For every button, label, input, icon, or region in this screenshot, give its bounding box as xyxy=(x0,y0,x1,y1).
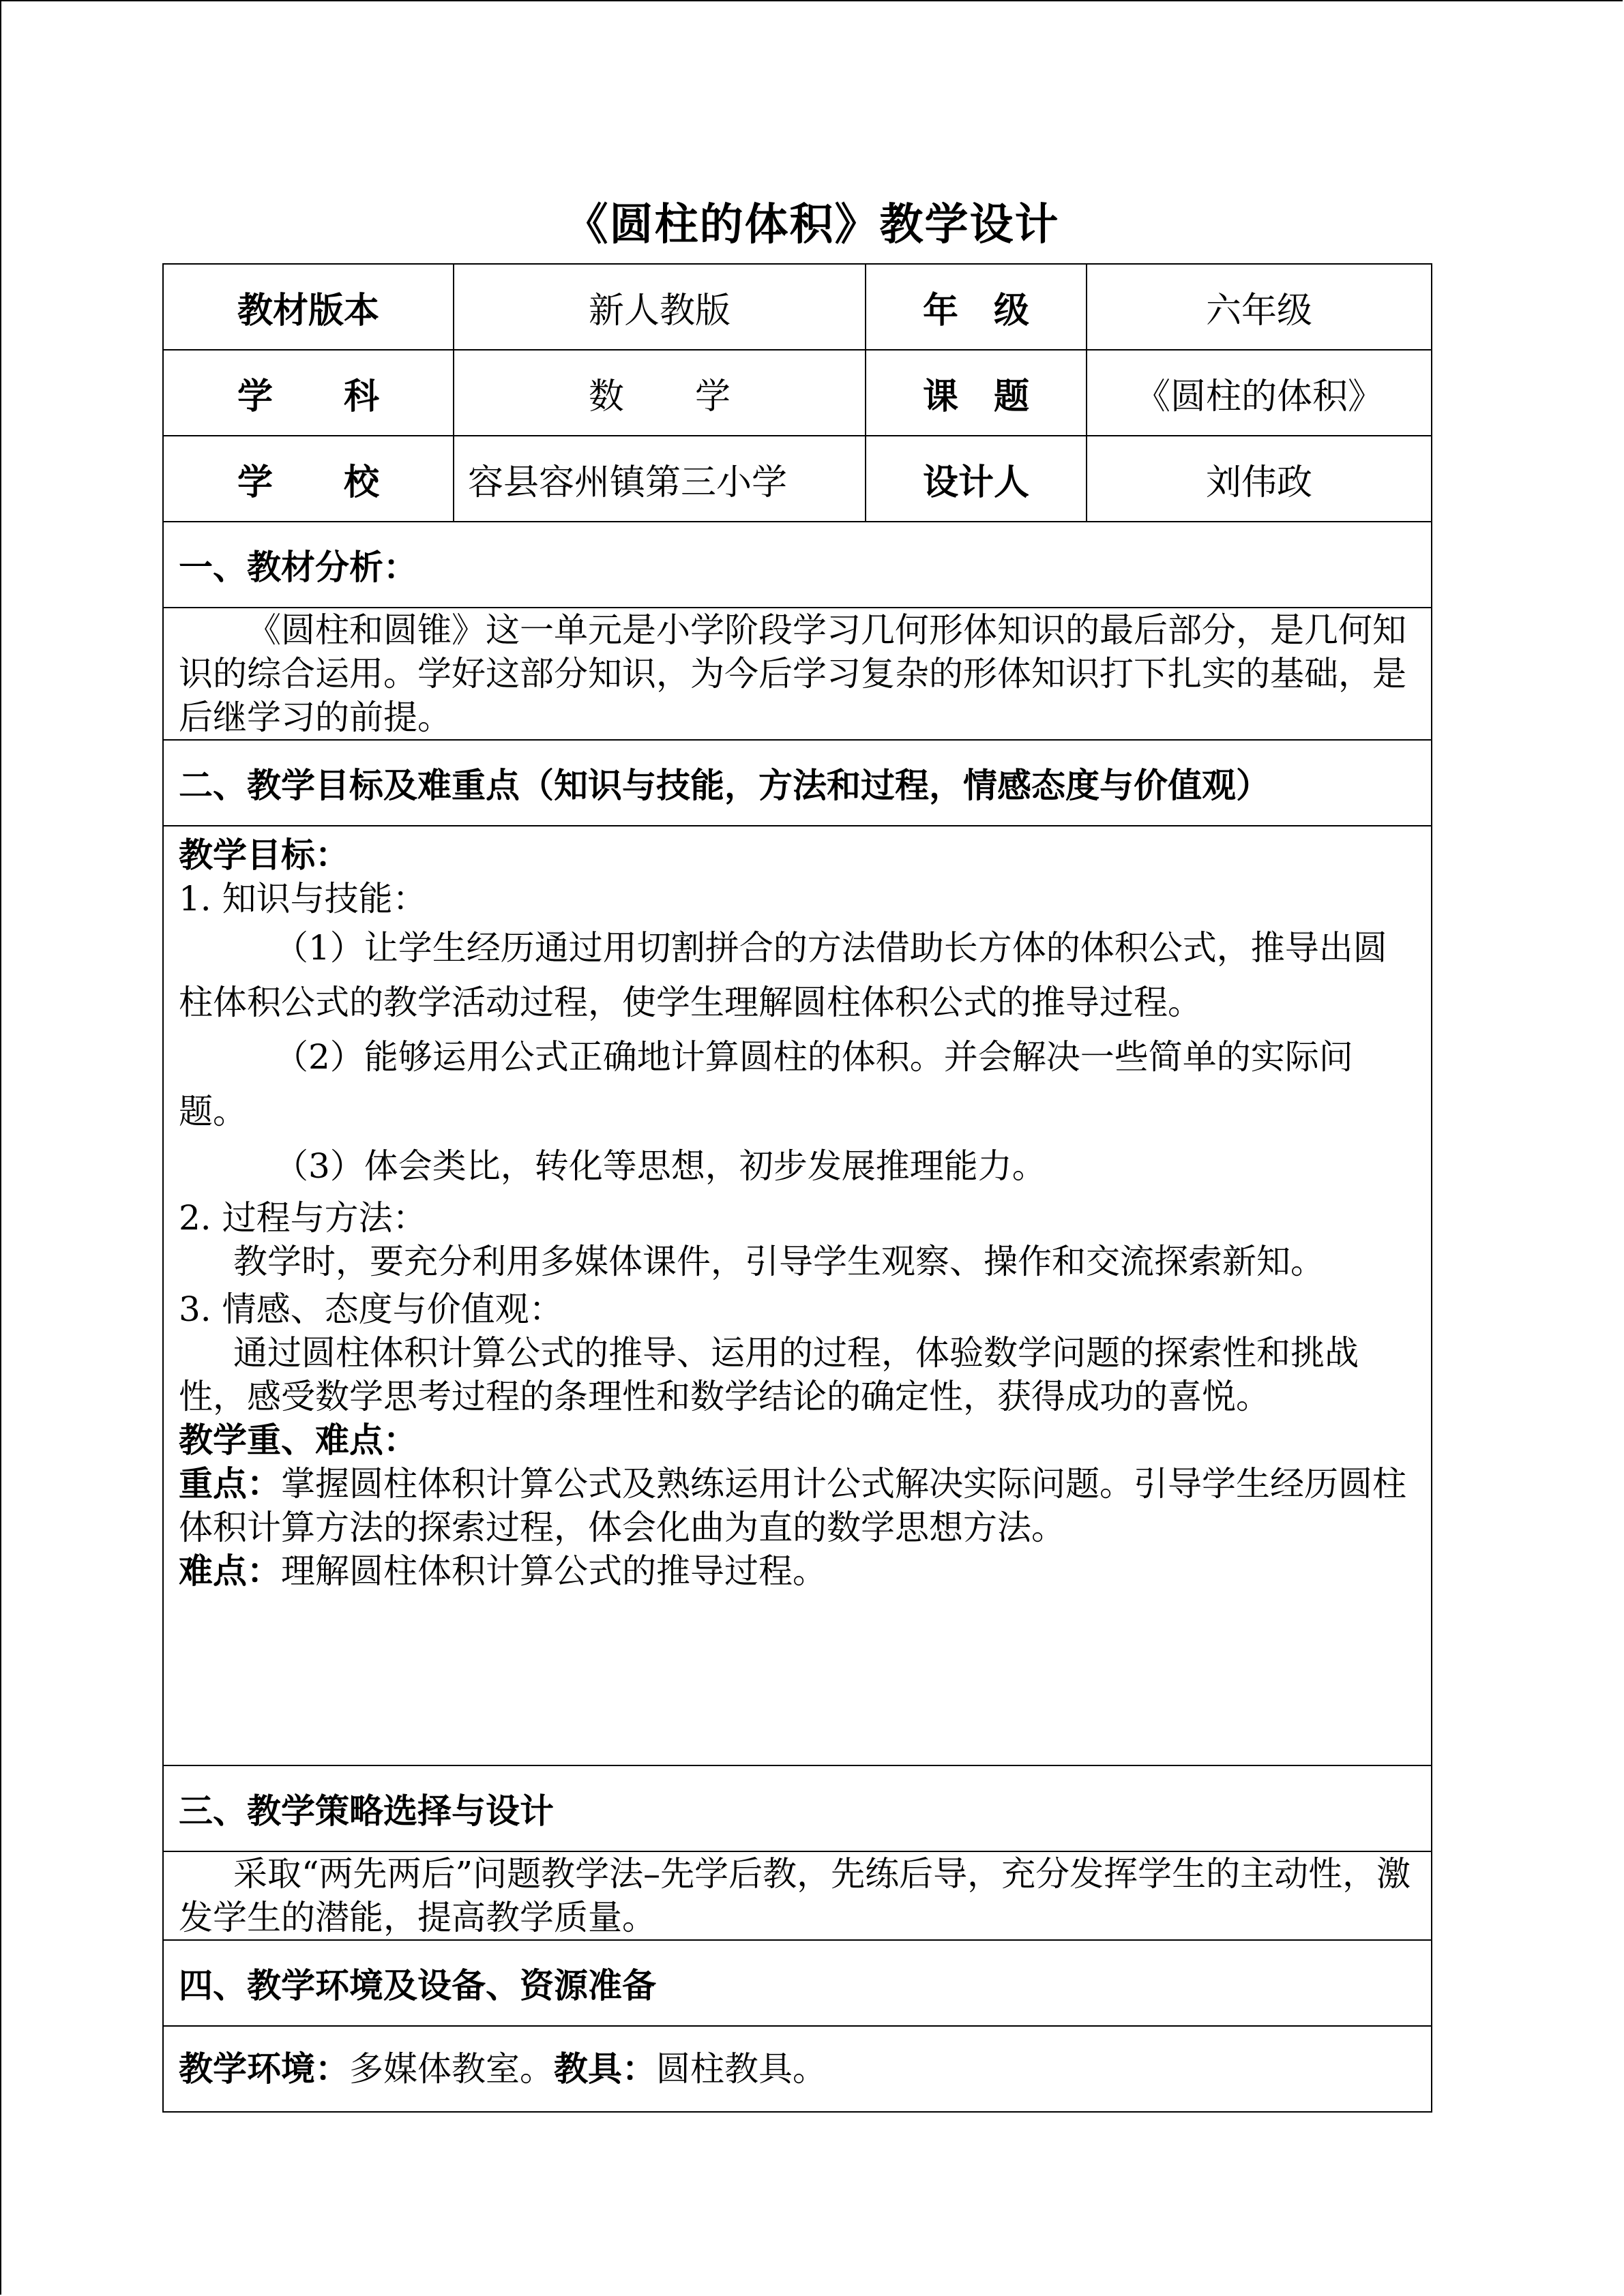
section2-heading-row xyxy=(163,740,1432,826)
section4-body-row xyxy=(163,2026,1432,2112)
info-row-textbook xyxy=(163,264,1432,350)
section2-heading: 二、教学目标及难重点（知识与技能，方法和过程，情感态度与价值观） xyxy=(163,740,1432,826)
k3-title: 3. 情感、态度与价值观： xyxy=(179,1289,563,1329)
grade-label: 年 级 xyxy=(866,264,1087,350)
focus-text: 掌握圆柱体积计算公式及熟练运用计公式解决实际问题。引导学生经历圆柱体积计算方法的探索过程，体会化曲为直的数学思想方法。 xyxy=(179,1464,1406,1547)
environment-paragraph xyxy=(179,2047,1416,2091)
section3-heading-row xyxy=(163,1765,1432,1851)
k1-title: 1. 知识与技能： xyxy=(179,879,427,919)
section1-body: 《圆柱和圆锥》这一单元是小学阶段学习几何形体知识的最后部分，是几何知识的综合运用。学好这部分知识，为今后学习复杂的形体知识打下扎实的基础，是后继学习的前提。 xyxy=(179,610,1406,737)
section2-body-row xyxy=(163,826,1432,1765)
focus-paragraph xyxy=(179,1462,1416,1549)
key-points-label: 教学重、难点： xyxy=(179,1420,417,1460)
difficulty-label: 难点： xyxy=(179,1551,281,1591)
textbook-label: 教材版本 xyxy=(163,264,454,350)
section3-heading: 三、教学策略选择与设计 xyxy=(163,1765,1432,1851)
env-label: 教学环境： xyxy=(179,2048,349,2089)
goals-label: 教学目标： xyxy=(179,835,349,875)
k2-body: 教学时，要充分利用多媒体课件，引导学生观察、操作和交流探索新知。 xyxy=(233,1242,1325,1281)
info-row-school xyxy=(163,436,1432,522)
k3-body: 通过圆柱体积计算公式的推导、运用的过程，体验数学问题的探索性和挑战性，感受数学思考过程的条理性和数学结论的确定性，获得成功的喜悦。 xyxy=(179,1333,1359,1416)
topic-value: 《圆柱的体积》 xyxy=(1087,350,1432,436)
tool-label: 教具： xyxy=(554,2048,656,2089)
section1-heading: 一、教材分析： xyxy=(163,522,1432,608)
k1-item-1: （1）让学生经历通过用切割拼合的方法借助长方体的体积公式，推导出圆柱体积公式的教学活动过程，使学生理解圆柱体积公式的推导过程。 xyxy=(179,928,1387,1022)
section3-body: 采取“两先两后”问题教学法–先学后教，先练后导，充分发挥学生的主动性，激发学生的潜能，提高教学质量。 xyxy=(179,1854,1411,1937)
designer-label: 设计人 xyxy=(866,436,1087,522)
designer-value: 刘伟政 xyxy=(1087,436,1432,522)
textbook-value: 新人教版 xyxy=(454,264,866,350)
section3-body-row xyxy=(163,1851,1432,1940)
subject-label: 学 科 xyxy=(163,350,454,436)
difficulty-paragraph xyxy=(179,1549,1416,1593)
section4-heading: 四、教学环境及设备、资源准备 xyxy=(163,1940,1432,2026)
topic-label: 课 题 xyxy=(866,350,1087,436)
info-row-subject xyxy=(163,350,1432,436)
school-label: 学 校 xyxy=(163,436,454,522)
k1-item-2: （2）能够运用公式正确地计算圆柱的体积。并会解决一些简单的实际问题。 xyxy=(179,1037,1353,1131)
lesson-plan-table xyxy=(162,263,1432,2113)
tool-value: 圆柱教具。 xyxy=(656,2049,827,2089)
subject-value: 数 学 xyxy=(454,350,866,436)
k2-title: 2. 过程与方法： xyxy=(179,1198,427,1238)
section1-body-row xyxy=(163,608,1432,740)
section1-heading-row xyxy=(163,522,1432,608)
grade-value: 六年级 xyxy=(1087,264,1432,350)
school-value: 容县容州镇第三小学 xyxy=(454,436,866,522)
page-title: 《圆柱的体积》教学设计 xyxy=(564,199,1060,250)
focus-label: 重点： xyxy=(179,1463,281,1504)
k1-item-3: （3）体会类比，转化等思想，初步发展推理能力。 xyxy=(274,1146,1046,1186)
difficulty-text: 理解圆柱体积计算公式的推导过程。 xyxy=(281,1551,827,1591)
env-value: 多媒体教室。 xyxy=(349,2049,554,2089)
section4-heading-row xyxy=(163,1940,1432,2026)
